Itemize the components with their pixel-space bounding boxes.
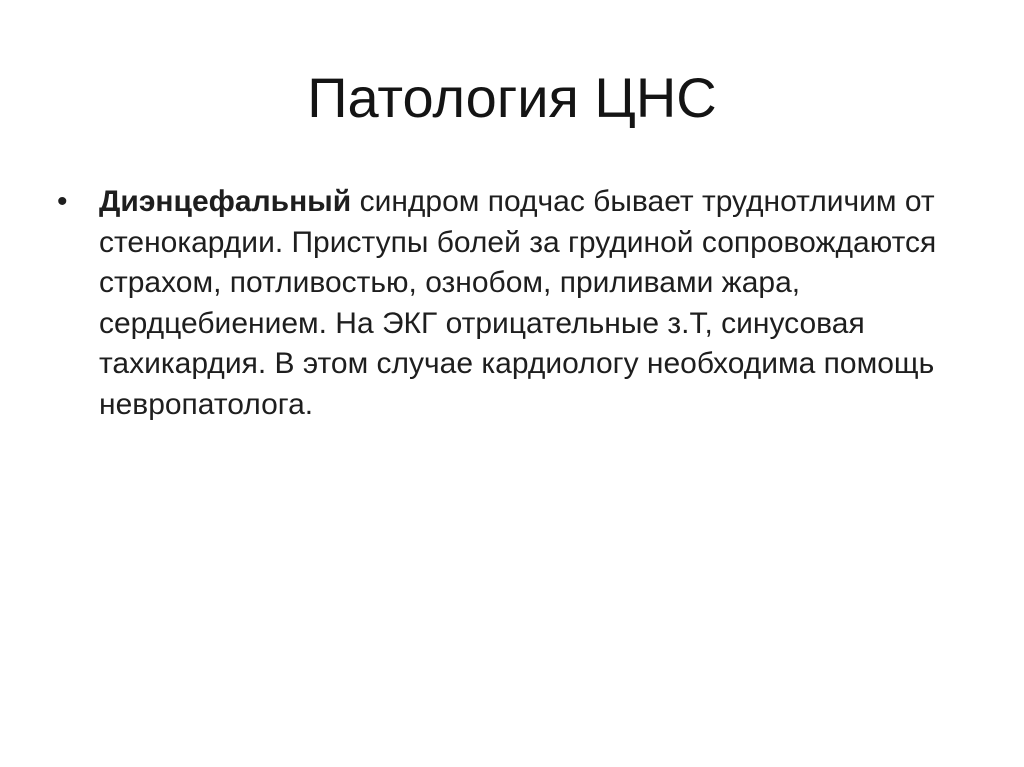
bullet-text: синдром подчас бывает труднотличим от стенокардии. Приступы болей за грудиной сопровождаются страхом, потливостью, ознобом, приливами жара, сердцебиением. На ЭКГ отрицательные з.Т, синусовая тахикардия. В этом случае кардиологу необходима помощь невропатолога. (99, 185, 937, 421)
bullet-list (57, 182, 937, 425)
bullet-item (57, 182, 937, 425)
bullet-marker: • (57, 185, 68, 218)
slide-title: Патология ЦНС (307, 66, 717, 129)
bullet-term: Диэнцефальный (99, 185, 352, 218)
